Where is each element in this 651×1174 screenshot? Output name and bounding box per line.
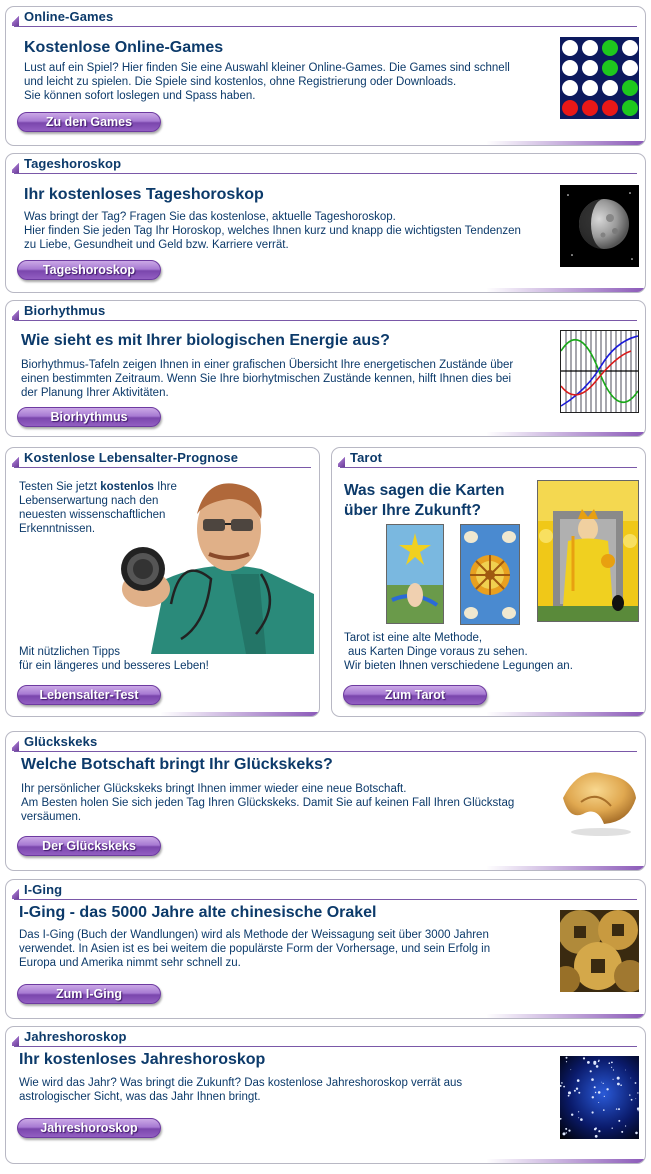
section-title: Biorhythmus xyxy=(24,303,106,318)
lebensalter-button[interactable]: Lebensalter-Test xyxy=(17,685,161,705)
star xyxy=(601,1082,602,1083)
star xyxy=(609,1062,611,1064)
section-description: Wie wird das Jahr? Was bringt die Zukunft? Das kostenlose Jahreshoroskop verrät aus astrologischer Sicht, was das Jahr Ihnen bringt. xyxy=(19,1077,463,1103)
iging-button[interactable]: Zum I-Ging xyxy=(17,984,161,1004)
jahreshoroskop-button[interactable]: Jahreshoroskop xyxy=(17,1118,161,1138)
tab-marker xyxy=(12,161,19,173)
star xyxy=(568,1091,571,1094)
board-slot xyxy=(582,40,598,56)
title-divider xyxy=(14,899,637,900)
board-slot xyxy=(602,100,618,116)
section-tageshoroskop xyxy=(5,153,646,293)
star xyxy=(613,1079,614,1080)
section-iging xyxy=(5,879,646,1019)
star xyxy=(598,1061,600,1063)
tab-marker xyxy=(12,308,19,320)
section-headline: Welche Botschaft bringt Ihr Glückskeks? xyxy=(21,756,333,773)
section-title: Tageshoroskop xyxy=(24,156,122,171)
connect-four-graphic xyxy=(560,37,639,119)
star xyxy=(618,1108,620,1110)
star xyxy=(618,1120,620,1122)
star xyxy=(560,1085,562,1087)
section-glueckskeks xyxy=(5,731,646,871)
star xyxy=(596,1065,599,1068)
title-divider xyxy=(14,751,637,752)
star xyxy=(568,1095,570,1097)
title-divider xyxy=(14,320,637,321)
star xyxy=(637,1107,639,1110)
star xyxy=(617,1077,620,1080)
star xyxy=(566,1057,568,1059)
section-description: Biorhythmus-Tafeln zeigen Ihnen in einer grafischen Übersicht Ihre energetischen Zustände über einen bestimmten Zeitraum. Wenn Sie Ihre biorhytmischen Zustände kennen, hilft Ihnen dies bei der Planung Ihrer Aktivitäten. xyxy=(21,359,514,399)
tab-marker xyxy=(12,1034,19,1046)
section-online-games xyxy=(5,6,646,146)
glueckskeks-button[interactable]: Der Glückskeks xyxy=(17,836,161,856)
star xyxy=(563,1132,566,1135)
starfield-graphic xyxy=(560,1056,639,1139)
title-divider xyxy=(14,26,637,27)
section-headline: Wie sieht es mit Ihrer biologischen Energie aus? xyxy=(21,332,390,349)
star xyxy=(583,1057,585,1059)
section-description: Lust auf ein Spiel? Hier finden Sie eine Auswahl kleiner Online-Games. Die Games sind schnell und leicht zu spielen. Die Spiele sind kostenlos, ohne Registrierung oder Downloads. Sie können sofort loslegen und Spass haben. xyxy=(24,62,510,102)
tarot-king-card-icon[interactable] xyxy=(537,480,639,622)
star xyxy=(620,1084,622,1086)
section-description: Das I-Ging (Buch der Wandlungen) wird als Methode der Weissagung seit über 3000 Jahren verwendet. In Asien ist es bei weitem die populärste Form der Vorhersage, und sein Erfolg in Europa und Amerika nimmt sehr schnell zu. xyxy=(19,929,491,969)
board-slot xyxy=(582,100,598,116)
board-slot xyxy=(602,80,618,96)
section-description: Was bringt der Tag? Fragen Sie das kostenlose, aktuelle Tageshoroskop. Hier finden Sie jeden Tag Ihr Horoskop, welches Ihnen kurz und knapp die wichtigsten Tendenzen zu Liebe, Gesundheit und Geld bzw. Karriere verrät. xyxy=(24,211,521,251)
chinese-coins-icon[interactable] xyxy=(560,910,639,992)
tarot-wheel-card-icon[interactable] xyxy=(460,524,520,625)
coins-graphic xyxy=(560,910,639,992)
board-slot xyxy=(602,40,618,56)
star xyxy=(638,1110,639,1111)
star xyxy=(595,1135,598,1138)
section-tarot xyxy=(331,447,646,717)
star xyxy=(578,1111,579,1112)
board-slot xyxy=(622,40,638,56)
star xyxy=(594,1128,596,1130)
star xyxy=(603,1109,605,1111)
star xyxy=(565,1128,567,1130)
star xyxy=(577,1079,580,1082)
star xyxy=(616,1108,617,1109)
title-divider xyxy=(14,173,637,174)
star xyxy=(578,1117,579,1118)
tab-marker xyxy=(338,455,345,467)
games-button[interactable]: Zu den Games xyxy=(17,112,161,132)
tab-marker xyxy=(12,455,19,467)
star xyxy=(606,1088,608,1090)
biorhythm-chart-icon[interactable] xyxy=(560,330,639,413)
star xyxy=(598,1102,599,1103)
tips-text: Mit nützlichen Tipps für ein längeres und besseres Leben! xyxy=(19,646,209,672)
star xyxy=(603,1083,604,1084)
star xyxy=(580,1118,583,1121)
title-divider xyxy=(14,467,311,468)
star xyxy=(598,1091,601,1094)
star xyxy=(625,1125,626,1126)
section-title: Glückskeks xyxy=(24,734,98,749)
board-slot xyxy=(622,100,638,116)
tab-marker xyxy=(12,14,19,26)
section-lebensalter xyxy=(5,447,320,717)
star xyxy=(592,1096,594,1098)
star xyxy=(590,1070,592,1072)
star xyxy=(625,1070,626,1071)
king-card-graphic xyxy=(538,481,638,621)
section-headline: Kostenlose Online-Games xyxy=(24,39,224,56)
board-slot xyxy=(562,100,578,116)
biorhythmus-button[interactable]: Biorhythmus xyxy=(17,407,161,427)
star xyxy=(570,1069,571,1070)
tab-marker xyxy=(12,887,19,899)
starfield-icon[interactable] xyxy=(560,1056,639,1139)
section-title: Kostenlose Lebensalter-Prognose xyxy=(24,450,239,465)
star xyxy=(635,1082,637,1084)
board-slot xyxy=(562,60,578,76)
doctor-graphic xyxy=(111,474,314,654)
tab-marker xyxy=(12,739,19,751)
moon-graphic xyxy=(560,185,639,267)
star xyxy=(611,1062,613,1064)
tarot-button[interactable]: Zum Tarot xyxy=(343,685,487,705)
star xyxy=(635,1098,636,1099)
star xyxy=(576,1088,578,1090)
section-description: Ihr persönlicher Glückskeks bringt Ihnen immer wieder eine neue Botschaft. Am Besten holen Sie sich jeden Tag Ihren Glückskeks. Damit Sie auf keinen Fall Ihren Glückstag versäumen. xyxy=(21,783,515,823)
star xyxy=(587,1061,590,1064)
star xyxy=(560,1118,562,1120)
star xyxy=(571,1114,573,1116)
star xyxy=(574,1090,576,1092)
star xyxy=(598,1130,600,1132)
section-headline: Ihr kostenloses Jahreshoroskop xyxy=(19,1051,266,1068)
star xyxy=(593,1061,596,1064)
section-description: Testen Sie jetzt kostenlos Ihre Lebenserwartung nach den neuesten wissenschaftlichen Erkenntnissen. xyxy=(19,481,177,535)
section-headline: Ihr kostenloses Tageshoroskop xyxy=(24,186,264,203)
star xyxy=(635,1132,638,1135)
star xyxy=(630,1078,631,1079)
doctor-stethoscope-icon[interactable] xyxy=(111,474,314,654)
biorhythm-graphic xyxy=(561,331,638,412)
star xyxy=(568,1130,570,1132)
star xyxy=(563,1086,565,1088)
star xyxy=(604,1096,605,1097)
title-divider xyxy=(14,1046,637,1047)
star xyxy=(594,1086,596,1088)
star xyxy=(595,1092,596,1093)
star xyxy=(617,1083,620,1086)
star xyxy=(631,1099,633,1101)
board-slot xyxy=(582,60,598,76)
star xyxy=(613,1069,614,1070)
fortune-cookie-icon[interactable] xyxy=(559,762,639,842)
section-headline: Was sagen die Karten über Ihre Zukunft? xyxy=(344,482,505,519)
star xyxy=(637,1092,638,1093)
star xyxy=(561,1082,563,1084)
section-title: Jahreshoroskop xyxy=(24,1029,127,1044)
section-title: I-Ging xyxy=(24,882,63,897)
star xyxy=(566,1132,567,1133)
tarot-star-card-icon[interactable] xyxy=(386,524,444,624)
section-title: Online-Games xyxy=(24,9,114,24)
section-biorhythmus xyxy=(5,300,646,437)
section-description: Tarot ist eine alte Methode, aus Karten Dinge voraus zu sehen. Wir bieten Ihnen verschiedene Legungen an. xyxy=(344,632,573,672)
star xyxy=(629,1094,630,1095)
section-headline: I-Ging - das 5000 Jahre alte chinesische Orakel xyxy=(19,904,377,921)
connect-four-icon[interactable] xyxy=(560,37,639,119)
board-slot xyxy=(562,40,578,56)
title-divider xyxy=(340,467,637,468)
star xyxy=(611,1067,612,1068)
fortune-cookie-graphic xyxy=(559,762,639,842)
star xyxy=(621,1131,623,1133)
section-title: Tarot xyxy=(350,450,383,465)
board-slot xyxy=(602,60,618,76)
section-jahreshoroskop xyxy=(5,1026,646,1164)
star xyxy=(578,1092,580,1094)
tageshoroskop-button[interactable]: Tageshoroskop xyxy=(17,260,161,280)
star xyxy=(592,1111,594,1113)
star xyxy=(612,1128,613,1129)
board-slot xyxy=(562,80,578,96)
board-slot xyxy=(622,80,638,96)
board-slot xyxy=(622,60,638,76)
star-card-graphic xyxy=(387,525,443,623)
board-slot xyxy=(582,80,598,96)
wheel-card-graphic xyxy=(461,525,519,624)
moon-icon[interactable] xyxy=(560,185,639,267)
star xyxy=(591,1078,594,1081)
star xyxy=(566,1061,567,1062)
